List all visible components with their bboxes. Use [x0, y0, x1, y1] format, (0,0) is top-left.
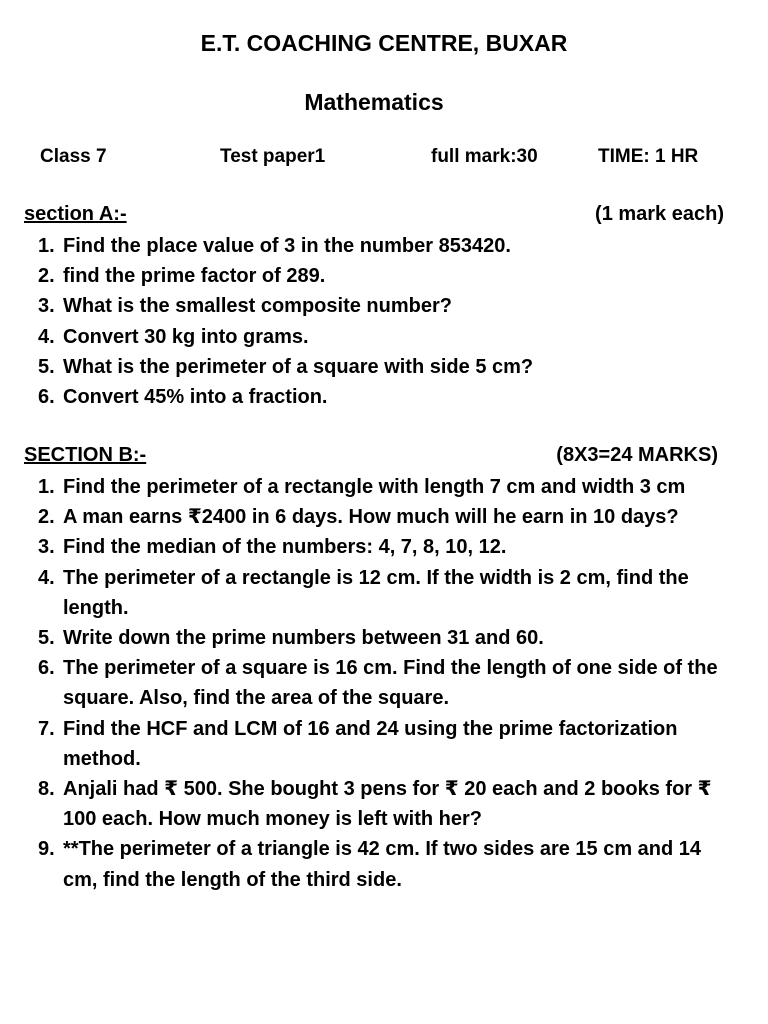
question-number: 4.: [38, 325, 55, 348]
question-item: [38, 231, 718, 261]
question-item: [38, 834, 718, 894]
question-item: [38, 502, 718, 532]
section-b-question-list: [38, 472, 718, 895]
question-text: Find the place value of 3 in the number 853420.: [63, 235, 511, 257]
question-number: 6.: [38, 386, 55, 409]
question-item: [38, 623, 718, 653]
question-text: The perimeter of a square is 16 cm. Find the length of one side of the square. Also, find the area of the square.: [63, 657, 718, 710]
section-b-title: SECTION B:-: [24, 444, 147, 466]
question-text: A man earns ₹2400 in 6 days. How much will he earn in 10 days?: [63, 506, 679, 529]
subject-title: Mathematics: [304, 89, 444, 115]
question-text: find the prime factor of 289.: [63, 265, 326, 288]
class-label: Class 7: [40, 146, 107, 167]
question-text: Convert 30 kg into grams.: [63, 325, 309, 348]
question-number: 1.: [38, 235, 55, 257]
time-label: TIME: 1 HR: [598, 146, 699, 167]
question-number: 5.: [38, 355, 55, 378]
question-number: 1.: [38, 476, 55, 498]
section-a-title: section A:-: [24, 203, 127, 225]
question-text: **The perimeter of a triangle is 42 cm. If two sides are 15 cm and 14 cm, find the length of the third side.: [63, 838, 702, 891]
section-b-marks: (8X3=24 MARKS): [556, 444, 718, 466]
paper-label: Test paper1: [220, 146, 326, 167]
question-text: Convert 45% into a fraction.: [63, 386, 328, 409]
question-item: [38, 653, 718, 713]
question-text: What is the perimeter of a square with side 5 cm?: [63, 355, 534, 378]
question-number: 3.: [38, 536, 55, 559]
question-number: 4.: [38, 566, 55, 589]
question-item: [38, 382, 718, 412]
question-number: 9.: [38, 838, 55, 861]
question-text: Find the perimeter of a rectangle with length 7 cm and width 3 cm: [63, 476, 686, 498]
question-item: [38, 714, 718, 774]
question-text: The perimeter of a rectangle is 12 cm. If the width is 2 cm, find the length.: [63, 566, 689, 619]
question-item: [38, 291, 718, 321]
question-item: [38, 532, 718, 562]
question-number: 2.: [38, 265, 55, 288]
full-mark-label: full mark:30: [431, 146, 538, 167]
question-item: [38, 472, 718, 502]
question-number: 3.: [38, 295, 55, 318]
section-a-marks: (1 mark each): [595, 203, 724, 225]
question-text: Find the median of the numbers: 4, 7, 8, 10, 12.: [63, 536, 507, 559]
question-text: Find the HCF and LCM of 16 and 24 using the prime factorization method.: [63, 717, 678, 770]
question-text: What is the smallest composite number?: [63, 295, 452, 318]
section-a-question-list: [38, 231, 718, 412]
question-number: 5.: [38, 627, 55, 650]
question-item: [38, 261, 718, 291]
question-item: [38, 352, 718, 382]
question-item: [38, 322, 718, 352]
question-number: 6.: [38, 657, 55, 680]
question-item: [38, 563, 718, 623]
question-text: Write down the prime numbers between 31 and 60.: [63, 627, 544, 650]
question-number: 8.: [38, 778, 55, 801]
question-number: 2.: [38, 506, 55, 529]
question-number: 7.: [38, 717, 55, 740]
question-text: Anjali had ₹ 500. She bought 3 pens for ₹ 20 each and 2 books for ₹ 100 each. How much money is left with her?: [63, 778, 712, 831]
institute-title: E.T. COACHING CENTRE, BUXAR: [200, 30, 568, 56]
question-item: [38, 774, 718, 834]
